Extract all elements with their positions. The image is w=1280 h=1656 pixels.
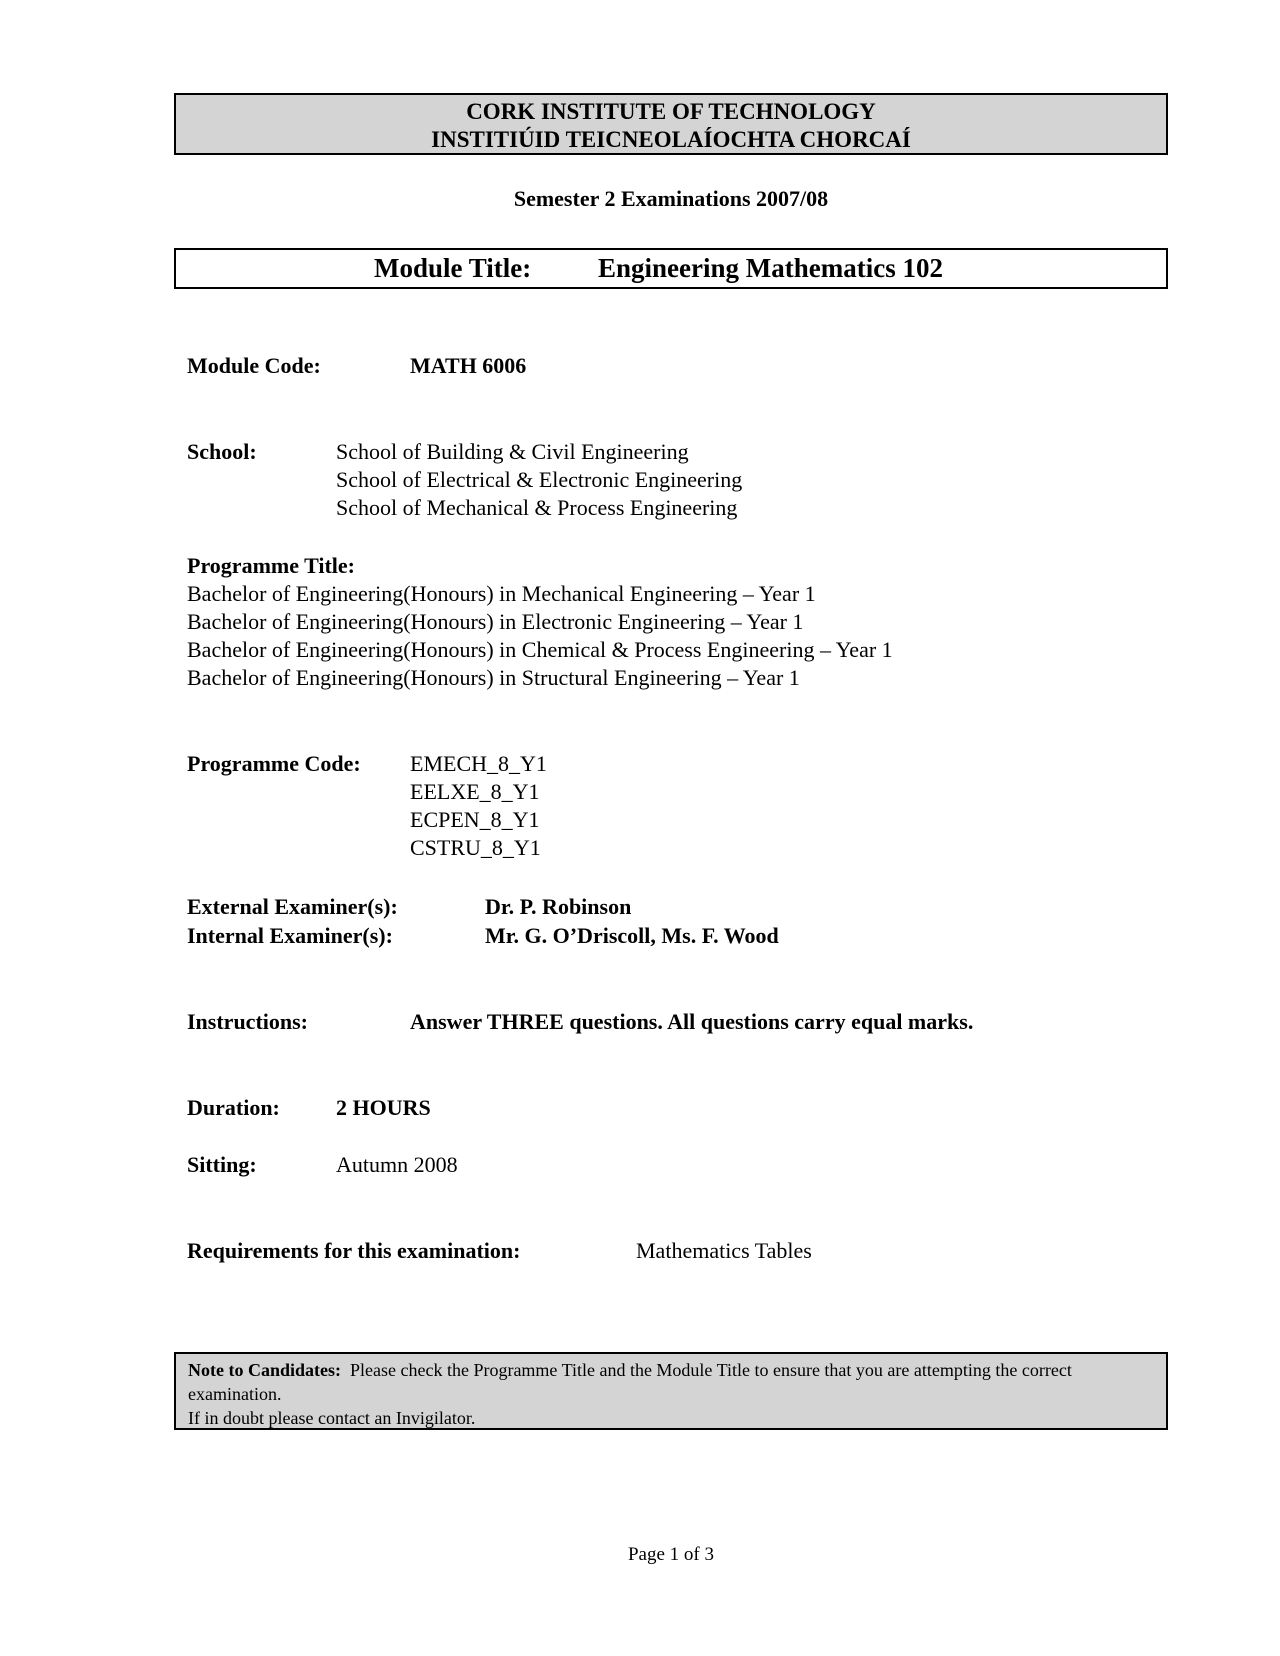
semester-heading: Semester 2 Examinations 2007/08 (513, 186, 829, 211)
note-text: Please check the Programme Title and the Module Title to ensure that you are attempting the correct examination. (188, 1360, 1072, 1404)
sitting-label: Sitting: (187, 1152, 257, 1177)
note-label: Note to Candidates: (188, 1360, 341, 1380)
programme-code-item: EMECH_8_Y1 (410, 751, 547, 776)
institution-header (174, 93, 1168, 155)
school-item: School of Electrical & Electronic Engineering (336, 467, 743, 492)
internal-examiner-label: Internal Examiner(s): (187, 923, 393, 948)
sitting-value: Autumn 2008 (336, 1152, 458, 1177)
note-line (188, 1358, 1154, 1406)
requirements-value: Mathematics Tables (636, 1238, 812, 1263)
module-title-box (174, 248, 1168, 289)
programme-title-item: Bachelor of Engineering(Honours) in Electronic Engineering – Year 1 (187, 609, 804, 634)
school-item: School of Building & Civil Engineering (336, 439, 689, 464)
internal-examiner-value: Mr. G. O’Driscoll, Ms. F. Wood (485, 923, 779, 948)
programme-code-item: CSTRU_8_Y1 (410, 835, 541, 860)
duration-value: 2 HOURS (336, 1095, 431, 1120)
programme-title-item: Bachelor of Engineering(Honours) in Mechanical Engineering – Year 1 (187, 581, 816, 606)
programme-title-item: Bachelor of Engineering(Honours) in Chemical & Process Engineering – Year 1 (187, 637, 893, 662)
note-to-candidates-box (174, 1352, 1168, 1430)
requirements-label: Requirements for this examination: (187, 1238, 521, 1263)
school-item: School of Mechanical & Process Engineering (336, 495, 738, 520)
external-examiner-value: Dr. P. Robinson (485, 894, 632, 919)
module-title-value: Engineering Mathematics 102 (598, 253, 943, 283)
institution-name-english: CORK INSTITUTE OF TECHNOLOGY (466, 99, 876, 124)
programme-title-section (187, 552, 893, 692)
programme-title-label: Programme Title: (187, 553, 356, 578)
external-examiner-label: External Examiner(s): (187, 894, 398, 919)
instructions-value: Answer THREE questions. All questions carry equal marks. (410, 1009, 974, 1034)
school-label: School: (187, 439, 257, 464)
module-title-label: Module Title: (374, 253, 532, 283)
page-number: Page 1 of 3 (627, 1544, 714, 1565)
module-code-label: Module Code: (187, 353, 321, 378)
programme-title-item: Bachelor of Engineering(Honours) in Structural Engineering – Year 1 (187, 665, 800, 690)
module-code-value: MATH 6006 (410, 353, 527, 378)
institution-name-irish: INSTITIÚID TEICNEOLAÍOCHTA CHORCAÍ (431, 127, 911, 152)
programme-code-list (410, 750, 547, 862)
duration-label: Duration: (187, 1095, 280, 1120)
programme-code-label: Programme Code: (187, 751, 361, 776)
programme-code-item: ECPEN_8_Y1 (410, 807, 540, 832)
programme-code-item: EELXE_8_Y1 (410, 779, 540, 804)
note-line-invigilator: If in doubt please contact an Invigilator. (188, 1408, 476, 1428)
instructions-label: Instructions: (187, 1009, 309, 1034)
school-list (336, 438, 742, 522)
